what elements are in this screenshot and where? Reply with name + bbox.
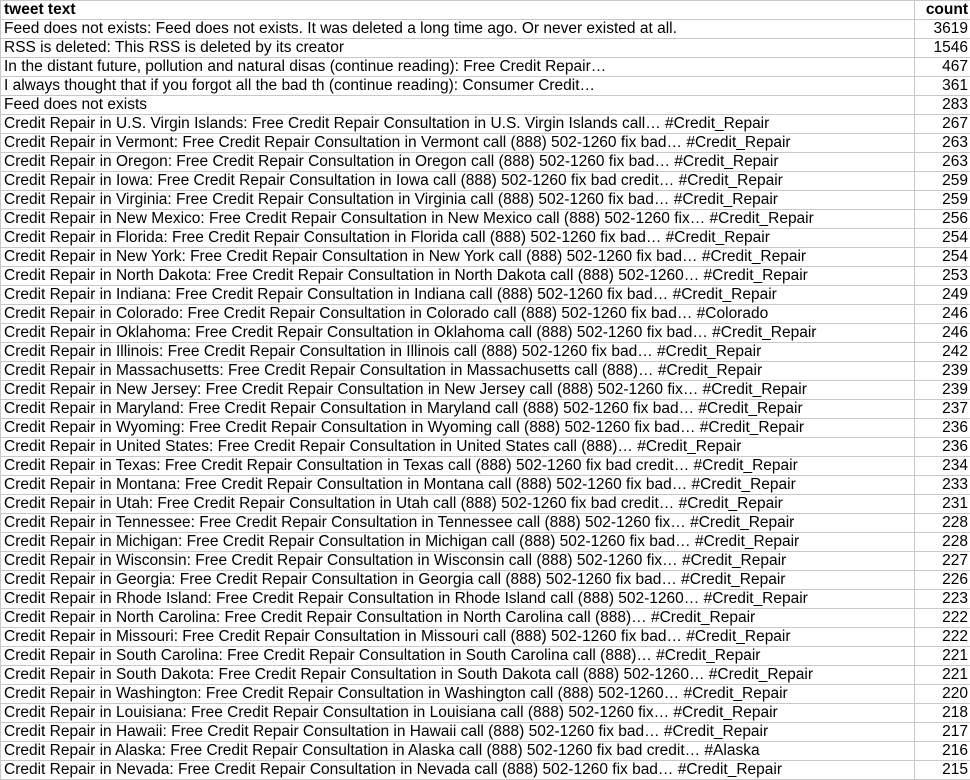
- tweet-text-cell: Credit Repair in Indiana: Free Credit Repair Consultation in Indiana call (888) 502-1260 fix bad… #Credit_Repair: [1, 286, 915, 305]
- table-row: [1, 96, 970, 115]
- tweet-text-cell: Credit Repair in Utah: Free Credit Repair Consultation in Utah call (888) 502-1260 fix bad credit… #Credit_Repair: [1, 495, 915, 514]
- table-row: [1, 704, 970, 723]
- tweet-text-cell: Credit Repair in Oregon: Free Credit Repair Consultation in Oregon call (888) 502-1260 fix bad… #Credit_Repair: [1, 153, 915, 172]
- tweet-text-cell: I always thought that if you forgot all the bad th (continue reading): Consumer Credit…: [1, 77, 915, 96]
- count-cell: 228: [915, 514, 970, 533]
- table-row: [1, 590, 970, 609]
- column-header-tweet-text: tweet text: [1, 1, 915, 20]
- count-cell: 467: [915, 58, 970, 77]
- count-cell: 267: [915, 115, 970, 134]
- table-row: [1, 647, 970, 666]
- tweet-text-cell: Credit Repair in Wisconsin: Free Credit Repair Consultation in Wisconsin call (888) 502-1260 fix… #Credit_Repair: [1, 552, 915, 571]
- count-cell: 256: [915, 210, 970, 229]
- count-cell: 236: [915, 438, 970, 457]
- count-cell: 253: [915, 267, 970, 286]
- table-row: [1, 77, 970, 96]
- table-row: [1, 742, 970, 761]
- table-row: [1, 324, 970, 343]
- table-row: [1, 362, 970, 381]
- table-row: [1, 457, 970, 476]
- table-row: [1, 400, 970, 419]
- tweet-text-cell: Credit Repair in Florida: Free Credit Repair Consultation in Florida call (888) 502-1260 fix bad… #Credit_Repair: [1, 229, 915, 248]
- count-cell: 231: [915, 495, 970, 514]
- table-row: [1, 609, 970, 628]
- table-row: [1, 514, 970, 533]
- tweet-text-cell: Credit Repair in New Mexico: Free Credit Repair Consultation in New Mexico call (888) 502-1260 fix… #Credit_Repair: [1, 210, 915, 229]
- tweet-text-cell: Credit Repair in South Dakota: Free Credit Repair Consultation in South Dakota call (888) 502-1260… #Credit_Repair: [1, 666, 915, 685]
- count-cell: 242: [915, 343, 970, 362]
- tweet-text-cell: Credit Repair in U.S. Virgin Islands: Free Credit Repair Consultation in U.S. Virgin Islands call… #Credit_Repair: [1, 115, 915, 134]
- count-cell: 263: [915, 134, 970, 153]
- count-cell: 283: [915, 96, 970, 115]
- count-cell: 226: [915, 571, 970, 590]
- tweet-text-cell: In the distant future, pollution and natural disas (continue reading): Free Credit Repair…: [1, 58, 915, 77]
- tweet-text-cell: Credit Repair in Alaska: Free Credit Repair Consultation in Alaska call (888) 502-1260 fix bad credit… #Alaska: [1, 742, 915, 761]
- table-row: [1, 172, 970, 191]
- tweet-text-cell: Credit Repair in Missouri: Free Credit Repair Consultation in Missouri call (888) 502-1260 fix bad… #Credit_Repair: [1, 628, 915, 647]
- tweet-text-cell: Credit Repair in Michigan: Free Credit Repair Consultation in Michigan call (888) 502-1260 fix bad… #Credit_Repair: [1, 533, 915, 552]
- tweet-text-cell: Feed does not exists: Feed does not exists. It was deleted a long time ago. Or never existed at all.: [1, 20, 915, 39]
- count-cell: 259: [915, 172, 970, 191]
- count-cell: 222: [915, 628, 970, 647]
- count-cell: 263: [915, 153, 970, 172]
- tweet-text-cell: Credit Repair in Iowa: Free Credit Repair Consultation in Iowa call (888) 502-1260 fix bad credit… #Credit_Repair: [1, 172, 915, 191]
- tweet-text-cell: Credit Repair in Vermont: Free Credit Repair Consultation in Vermont call (888) 502-1260 fix bad… #Credit_Repair: [1, 134, 915, 153]
- table-row: [1, 134, 970, 153]
- table-row: [1, 495, 970, 514]
- table-row: [1, 210, 970, 229]
- count-cell: 216: [915, 742, 970, 761]
- tweet-text-cell: Credit Repair in Massachusetts: Free Credit Repair Consultation in Massachusetts call (888)… #Credit_Repair: [1, 362, 915, 381]
- count-cell: 222: [915, 609, 970, 628]
- count-cell: 221: [915, 647, 970, 666]
- tweet-text-cell: Credit Repair in New Jersey: Free Credit Repair Consultation in New Jersey call (888) 502-1260 fix… #Credit_Repair: [1, 381, 915, 400]
- count-cell: 3619: [915, 20, 970, 39]
- tweet-text-cell: Credit Repair in Louisiana: Free Credit Repair Consultation in Louisiana call (888) 502-1260 fix… #Credit_Repair: [1, 704, 915, 723]
- tweet-text-cell: Credit Repair in South Carolina: Free Credit Repair Consultation in South Carolina call (888)… #Credit_Repair: [1, 647, 915, 666]
- tweet-text-cell: Credit Repair in Virginia: Free Credit Repair Consultation in Virginia call (888) 502-1260 fix bad… #Credit_Repair: [1, 191, 915, 210]
- count-cell: 249: [915, 286, 970, 305]
- table-row: [1, 58, 970, 77]
- tweet-text-cell: Credit Repair in Hawaii: Free Credit Repair Consultation in Hawaii call (888) 502-1260 fix bad… #Credit_Repair: [1, 723, 915, 742]
- tweet-text-cell: Feed does not exists: [1, 96, 915, 115]
- table-row: [1, 286, 970, 305]
- tweet-text-cell: Credit Repair in Maryland: Free Credit Repair Consultation in Maryland call (888) 502-1260 fix bad… #Credit_Repair: [1, 400, 915, 419]
- count-cell: 254: [915, 248, 970, 267]
- count-cell: 217: [915, 723, 970, 742]
- count-cell: 1546: [915, 39, 970, 58]
- table-row: [1, 229, 970, 248]
- table-row: [1, 381, 970, 400]
- tweet-text-cell: Credit Repair in North Dakota: Free Credit Repair Consultation in North Dakota call (888) 502-1260… #Credit_Repair: [1, 267, 915, 286]
- count-cell: 254: [915, 229, 970, 248]
- table-row: [1, 419, 970, 438]
- table-row: [1, 533, 970, 552]
- table-row: [1, 20, 970, 39]
- count-cell: 234: [915, 457, 970, 476]
- count-cell: 228: [915, 533, 970, 552]
- tweet-text-cell: Credit Repair in Colorado: Free Credit Repair Consultation in Colorado call (888) 502-1260 fix bad… #Colorado: [1, 305, 915, 324]
- tweet-text-cell: Credit Repair in Georgia: Free Credit Repair Consultation in Georgia call (888) 502-1260 fix bad… #Credit_Repair: [1, 571, 915, 590]
- count-cell: 236: [915, 419, 970, 438]
- table-body: [1, 20, 970, 780]
- tweet-text-cell: Credit Repair in Washington: Free Credit Repair Consultation in Washington call (888) 502-1260… #Credit_Repair: [1, 685, 915, 704]
- count-cell: 220: [915, 685, 970, 704]
- count-cell: 239: [915, 362, 970, 381]
- count-cell: 233: [915, 476, 970, 495]
- count-cell: 218: [915, 704, 970, 723]
- table-row: [1, 343, 970, 362]
- tweet-text-cell: Credit Repair in Tennessee: Free Credit Repair Consultation in Tennessee call (888) 502-1260 fix… #Credit_Repair: [1, 514, 915, 533]
- tweet-text-cell: Credit Repair in Nevada: Free Credit Repair Consultation in Nevada call (888) 502-1260 fix bad… #Credit_Repair: [1, 761, 915, 780]
- table-row: [1, 115, 970, 134]
- count-cell: 246: [915, 305, 970, 324]
- tweet-text-cell: Credit Repair in Illinois: Free Credit Repair Consultation in Illinois call (888) 502-1260 fix bad… #Credit_Repair: [1, 343, 915, 362]
- tweet-text-cell: RSS is deleted: This RSS is deleted by its creator: [1, 39, 915, 58]
- table-row: [1, 628, 970, 647]
- count-cell: 246: [915, 324, 970, 343]
- tweet-text-cell: Credit Repair in Rhode Island: Free Credit Repair Consultation in Rhode Island call (888) 502-1260… #Credit_Repair: [1, 590, 915, 609]
- table-row: [1, 267, 970, 286]
- table-row: [1, 248, 970, 267]
- table-row: [1, 305, 970, 324]
- table-row: [1, 191, 970, 210]
- table-row: [1, 438, 970, 457]
- table-row: [1, 761, 970, 780]
- tweet-text-cell: Credit Repair in North Carolina: Free Credit Repair Consultation in North Carolina call (888)… #Credit_Repair: [1, 609, 915, 628]
- table-row: [1, 723, 970, 742]
- table-row: [1, 685, 970, 704]
- count-cell: 361: [915, 77, 970, 96]
- table-row: [1, 39, 970, 58]
- count-cell: 223: [915, 590, 970, 609]
- tweet-text-cell: Credit Repair in Texas: Free Credit Repair Consultation in Texas call (888) 502-1260 fix bad credit… #Credit_Repair: [1, 457, 915, 476]
- tweet-text-cell: Credit Repair in Montana: Free Credit Repair Consultation in Montana call (888) 502-1260 fix bad… #Credit_Repair: [1, 476, 915, 495]
- table-row: [1, 476, 970, 495]
- count-cell: 239: [915, 381, 970, 400]
- count-cell: 237: [915, 400, 970, 419]
- count-cell: 259: [915, 191, 970, 210]
- count-cell: 227: [915, 552, 970, 571]
- tweet-text-cell: Credit Repair in United States: Free Credit Repair Consultation in United States call (888)… #Credit_Repair: [1, 438, 915, 457]
- tweet-text-cell: Credit Repair in Oklahoma: Free Credit Repair Consultation in Oklahoma call (888) 502-1260 fix bad… #Credit_Repair: [1, 324, 915, 343]
- tweet-text-cell: Credit Repair in New York: Free Credit Repair Consultation in New York call (888) 502-1260 fix bad… #Credit_Repair: [1, 248, 915, 267]
- table-row: [1, 552, 970, 571]
- tweet-text-cell: Credit Repair in Wyoming: Free Credit Repair Consultation in Wyoming call (888) 502-1260 fix bad… #Credit_Repair: [1, 419, 915, 438]
- count-cell: 221: [915, 666, 970, 685]
- table-row: [1, 153, 970, 172]
- count-cell: 215: [915, 761, 970, 780]
- table-row: [1, 571, 970, 590]
- column-header-count: count: [915, 1, 970, 20]
- table-row: [1, 666, 970, 685]
- table-header-row: [1, 1, 970, 20]
